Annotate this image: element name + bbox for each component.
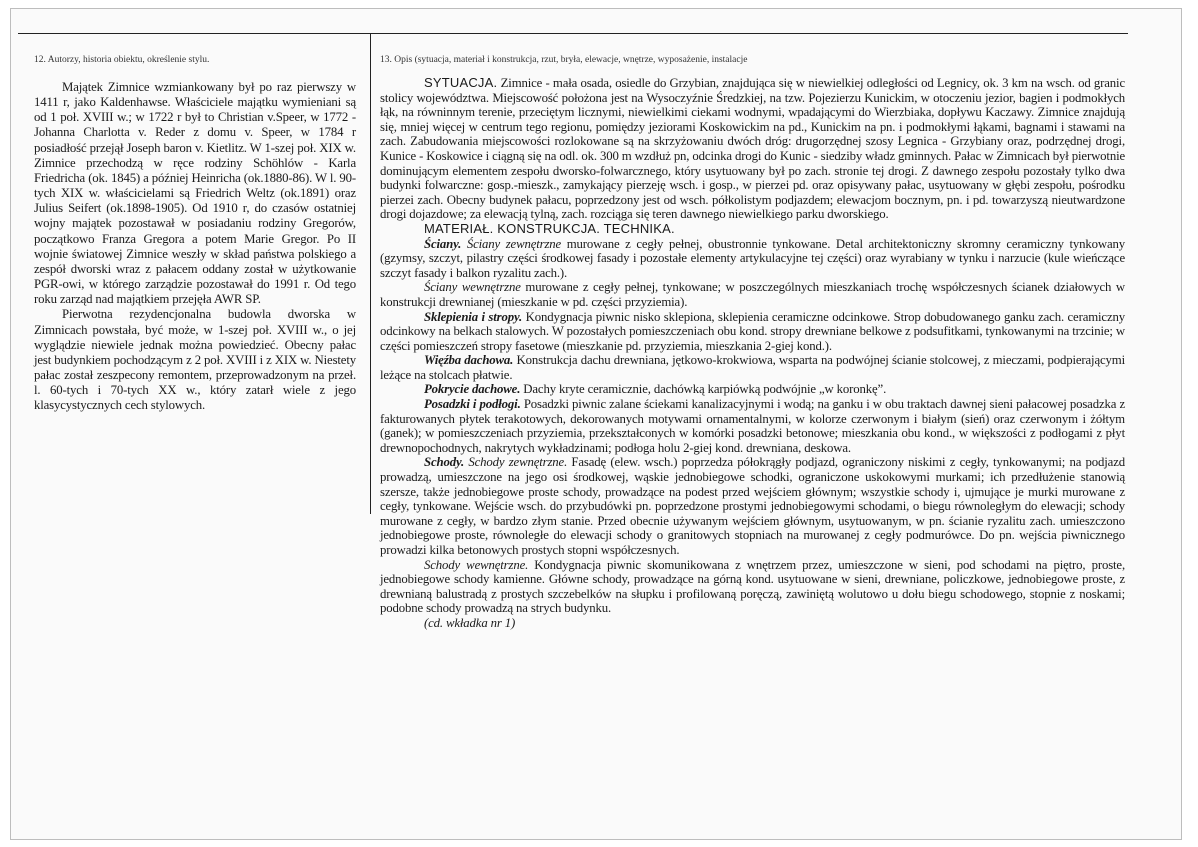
walls-paragraph bbox=[380, 237, 1125, 281]
walls-sublabel: Ściany zewnętrzne bbox=[461, 236, 562, 251]
inner-walls-label: Ściany wewnętrzne bbox=[424, 280, 521, 295]
floors-text: Posadzki piwnic zalane ściekami kanalizacyjnymi i wodą; na ganku i w obu traktach dawnej sieni pałacowej posadzka z fakturowanych płytek terakotowych, dekorowanych motywami ornamentalnymi, w kolorze czerwonym i białym (sień) oraz czerwonym i żółtym (ganek); w pomieszczeniach przyziemia, przekształconych w komórki posadzki betonowe; mieszkania obu kond., w większości z podłogami z płyt drewnopochodnych, nakrytych wykładzinami; podłoga holu 2-giej kond. drewniana, deskowa. bbox=[380, 397, 1125, 455]
inner-walls-paragraph bbox=[380, 280, 1125, 309]
material-heading-paragraph bbox=[380, 222, 1125, 237]
situation-paragraph bbox=[380, 76, 1125, 222]
description-column bbox=[380, 76, 1125, 631]
left-section-header: 12. Autorzy, historia obiektu, określenie stylu. bbox=[34, 55, 210, 65]
inner-walls-text: murowane z cegły pełnej, tynkowane; w poszczególnych mieszkaniach trochę współczesnych ścianek działowych w konstrukcji drewnianej (mieszkanie w pd. części przyziemia). bbox=[380, 280, 1125, 309]
vaults-text: Kondygnacja piwnic nisko sklepiona, sklepienia ceramiczne odcinkowe. Strop dobudowanego ganku zach. ceramiczny odcinkowy na belkach stalowych. W pozostałych pomieszczeniach obu kond. stropy drewniane belkowe z podsufitkami, tynkowanymi na trzcinie; w części pomieszczeń stropy fasetowe (mieszkanie pd. przyziemia, mieszkania 2-giej kond.). bbox=[380, 309, 1125, 353]
situation-text: Zimnice - mała osada, osiedle do Grzybian, znajdująca się w niewielkiej odległości od Legnicy, ok. 3 km na wsch. od granic stolicy województwa. Miejscowość położona jest na Wysoczyźnie Średzkiej, na tzw. Pojezierzu Kunickim, w otoczeniu jezior, bagien i podmokłych łąk, na równinnym terenie, przeciętym licznymi, niewielkimi ciekami wodnymi, wpadającymi do Wierzbiaka, dopływu Kaczawy. Zimnice znajdują się, mniej więcej w centrum tego regionu, pomiędzy jeziorami Koskowickim na pd., Kunickim na pn. i podmokłymi łąkami, bagnami i stawami na zach. Zabudowania miejscowości rozlokowane są na skrzyżowaniu dwóch dróg: drugorzędnej szosy Legnica - Grzybiany oraz, podrzędnej drogi, Kunice - Koskowice i ciągną się na odl. ok. 300 m wzdłuż pn, odcinka drogi do Kunic - siedziby władz gminnych. Pałac w Zimnicach był pierwotnie dominującym elementem zespołu dworsko-folwarcznego, który usytuowany był po zach. stronie tej drogi. Z dawnego zespołu pozostały tylko dwa budynki folwarczne: gosp.-mieszk., zamykający pierzeję wsch. i gosp., w pierzei pd. oraz opisywany pałac, usytuowany w głębi zespołu, pośrodku pierzei zach. Obecny budynek pałacu, poprzedzony jest od wsch. półkolistym podjazdem; elewacjom bocznym, pn. i pd. towarzyszą nieutwardzone drogi dojazdowe; za elewacją tylną, zach. rozciąga się teren dawnego niewielkiego parku dworskiego. bbox=[380, 76, 1125, 222]
vaults-label: Sklepienia i stropy. bbox=[424, 309, 523, 324]
inner-stairs-text: Kondygnacja piwnic skomunikowana z wnętrzem przez, umieszczone w sieni, pod schodami na piętro, proste, jednobiegowe schody kamienne. Główne schody, prowadzące na górną kond. usytuowane w sieni, drewniane, policzkowe, jednobiegowe proste, z drewnianą balustradą z prostych szczebelków na słupku i profilowaną poręczą, zawiniętą wolutowo u dołu biegu schodowego, stopnie z noskami; podobne schody prowadzą na strych budynku. bbox=[380, 557, 1126, 616]
floors-paragraph bbox=[380, 397, 1125, 455]
stairs-sublabel: Schody zewnętrzne. bbox=[464, 455, 568, 470]
inner-stairs-label: Schody wewnętrzne. bbox=[424, 557, 529, 572]
roofing-text: Dachy kryte ceramicznie, dachówką karpiówką podwójnie „w koronkę”. bbox=[520, 382, 887, 397]
history-paragraph-2: Pierwotna rezydencjonalna budowla dworska w Zimnicach powstała, być może, w 1-szej poł. XVIII w., o jej wyglądzie niewiele jednak można powiedzieć. Obecny pałac jest budynkiem pochodzącym z 2 poł. XVIII i z XIX w. Niestety pałac został zeszpecony remontem, przeprowadzonym na przeł. l. 60-tych i 70-tych XX w., który zatarł wiele z jego klasycystycznych cech stylowych. bbox=[34, 307, 356, 413]
walls-label: Ściany. bbox=[424, 236, 462, 251]
material-heading: MATERIAŁ. KONSTRUKCJA. TECHNIKA. bbox=[424, 220, 675, 236]
history-paragraph-1: Majątek Zimnice wzmiankowany był po raz pierwszy w 1411 r, jako Kaldenhawse. Właściciele majątku wymieniani są od 1 poł. XVIII w.; w 1722 r był to Christian v.Speer, w 1772 - Johanna Charlotta v. Reder z domu v. Speer, w 1784 r posiadłość przejął Joseph baron v. Kietlitz. W 1-szej poł. XIX w. Zimnice przechodzą w ręce rodziny Schöhlów - Karla Friedricha (ok. 1845) a później Heinricha (ok.1880-86). W l. 90-tych XIX w. właścicielami są Friedrich Weltz (ok.1891) oraz Julius Seifert (ok.1898-1905). Od 1910 r, do czasów ostatniej wojny majątek pozostawał w posiadaniu rodziny Gregorów, początkowo Franza Gregora a potem Marie Gregor. Po II wojnie światowej Zimnice weszły w skład państwa polskiego a zespół dworski wraz z pałacem oddany został w użytkowanie PGR-owi, w którego zarządzie pozostawał do 1991 r. Od tego roku zarząd nad majątkiem przejęła AWR SP. bbox=[34, 80, 356, 307]
floors-label: Posadzki i podłogi. bbox=[424, 397, 521, 412]
vaults-paragraph bbox=[380, 310, 1125, 354]
roofing-label: Pokrycie dachowe. bbox=[424, 382, 521, 397]
inner-stairs-paragraph bbox=[380, 558, 1125, 616]
continued-note: (cd. wkładka nr 1) bbox=[424, 615, 516, 630]
right-section-header: 13. Opis (sytuacja, materiał i konstrukcja, rzut, bryła, elewacje, wnętrze, wyposażenie, instalacje bbox=[380, 55, 748, 65]
roof-truss-label: Więźba dachowa. bbox=[424, 353, 514, 368]
history-column bbox=[34, 80, 356, 413]
situation-heading: SYTUACJA. bbox=[424, 75, 498, 90]
roofing-paragraph bbox=[380, 382, 1125, 397]
column-divider bbox=[370, 34, 371, 514]
stairs-paragraph bbox=[380, 455, 1125, 557]
top-rule bbox=[18, 33, 1128, 34]
roof-truss-paragraph bbox=[380, 353, 1125, 382]
roof-truss-text: Konstrukcja dachu drewniana, jętkowo-krokwiowa, wsparta na podwójnej ścianie stolcowej, z mieczami, podpierającymi leżące na stolcach płatwie. bbox=[380, 353, 1125, 382]
stairs-label: Schody. bbox=[424, 455, 465, 470]
stairs-text: Fasadę (elew. wsch.) poprzedza półokrągły podjazd, ograniczony niskimi z cegły, tynkowanymi; na podjazd prowadzą, umieszczone na jego osi środkowej, wąskie jednobiegowe schodki, ograniczone uskokowymi murkami; ich przedłużenie stanowią szersze, także jednobiegowe proste schody, prowadzące na podest przed wejściem głównym; wszystkie schody i, ujmujące je murki murowane z cegły, tynkowane. Wejście wsch. do przybudówki pn. poprzedzone prostymi jednobiegowymi schodami, o biegu równoległym do elewacji; schody murowane z cegły, w bardzo złym stanie. Przed obecnie używanym wejściem głównym, usytuowanym, w pn. ścianie ryzalitu zach. umieszczono jednobiegowe proste, równoległe do elewacji schody o granitowych stopniach na murowanej z cegły podmurówce. Do pn. wejścia piwnicznego prowadzi kilka betonowych prostych stopni współczesnych. bbox=[380, 455, 1125, 557]
walls-text: murowane z cegły pełnej, obustronnie tynkowane. Detal architektoniczny skromny ceramiczny tynkowany (gzymsy, szczyt, pilastry części środkowej fasady i pozostałe elementy artykulacyjne tej części) oraz wyrabiany w tynku i narzucie (kule wieńczące szczyt fasady i balkon ryzalitu zach.). bbox=[380, 236, 1125, 280]
